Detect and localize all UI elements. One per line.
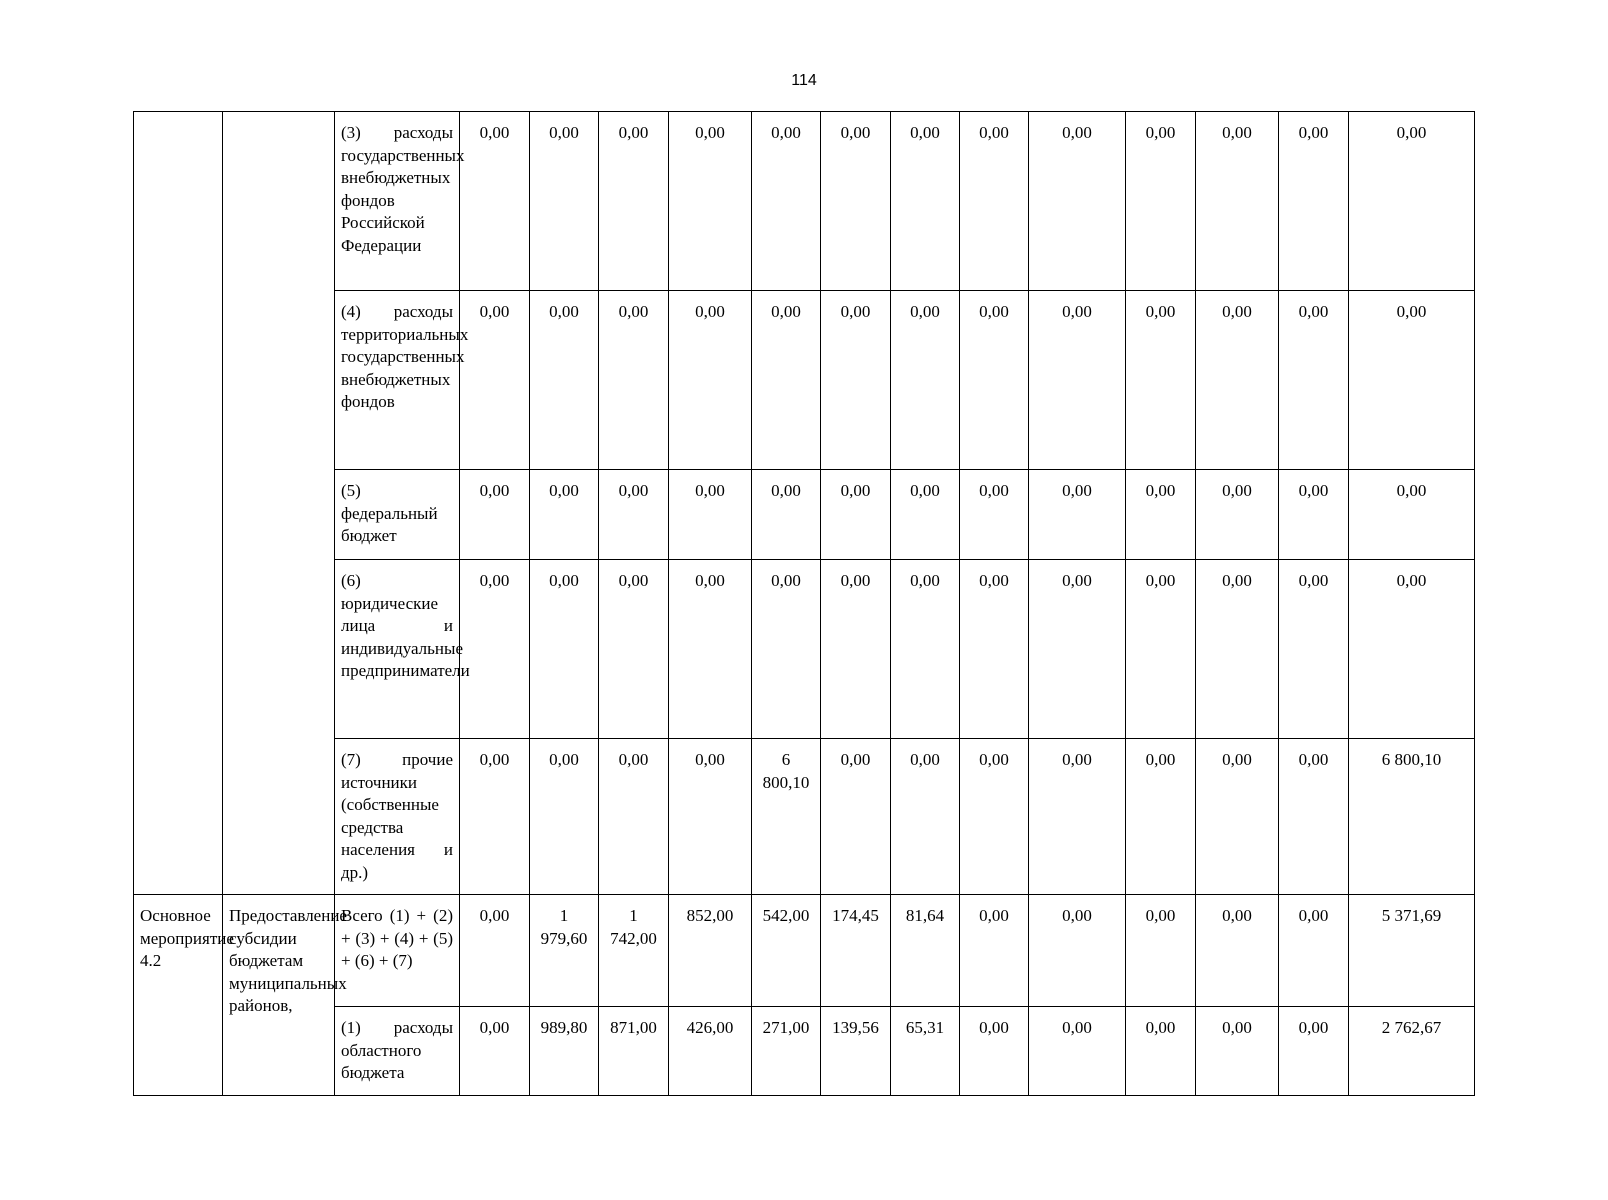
value-cell: 0,00 [960,560,1029,739]
value-cell: 0,00 [1196,470,1279,560]
value-cell: 0,00 [752,112,821,291]
value-cell: 0,00 [1349,470,1475,560]
value-cell: 174,45 [821,895,891,1007]
value-cell: 0,00 [669,470,752,560]
value-cell: 0,00 [1349,560,1475,739]
value-cell: 0,00 [530,112,599,291]
funding-source-cell: (1) расходы областного бюджета [335,1007,460,1096]
value-cell: 0,00 [1196,739,1279,895]
value-cell: 0,00 [1126,1007,1196,1096]
value-cell: 0,00 [752,470,821,560]
value-cell: 0,00 [460,739,530,895]
value-cell: 0,00 [1349,112,1475,291]
value-cell: 0,00 [669,291,752,470]
value-cell: 2 762,67 [1349,1007,1475,1096]
value-cell: 0,00 [960,895,1029,1007]
value-cell: 0,00 [960,291,1029,470]
value-cell: 0,00 [1279,112,1349,291]
value-cell: 0,00 [960,739,1029,895]
value-cell: 271,00 [752,1007,821,1096]
value-cell: 0,00 [1196,1007,1279,1096]
value-cell: 0,00 [460,1007,530,1096]
value-cell: 6 800,10 [1349,739,1475,895]
value-cell: 0,00 [960,470,1029,560]
value-cell: 1 979,60 [530,895,599,1007]
value-cell: 0,00 [1126,560,1196,739]
value-cell: 989,80 [530,1007,599,1096]
value-cell: 0,00 [599,291,669,470]
value-cell: 0,00 [669,739,752,895]
measure-number-cell: Основное мероприятие 4.2 [134,895,223,1096]
value-cell: 0,00 [1196,112,1279,291]
measure-number-cell-empty [134,112,223,895]
table-body [134,112,1475,1096]
value-cell: 0,00 [1029,112,1126,291]
measure-name-cell: Предоставление субсидии бюджетам муниципальных районов, [223,895,335,1096]
value-cell: 0,00 [891,739,960,895]
funding-source-cell: (3) расходы государственных внебюджетных фондов Российской Федерации [335,112,460,291]
value-cell: 81,64 [891,895,960,1007]
value-cell: 426,00 [669,1007,752,1096]
value-cell: 0,00 [1029,1007,1126,1096]
value-cell: 0,00 [530,291,599,470]
table-row [134,470,1475,560]
value-cell: 0,00 [1279,560,1349,739]
value-cell: 0,00 [1126,739,1196,895]
value-cell: 0,00 [1196,560,1279,739]
value-cell: 65,31 [891,1007,960,1096]
value-cell: 0,00 [821,739,891,895]
table-row [134,291,1475,470]
value-cell: 0,00 [669,112,752,291]
value-cell: 0,00 [530,560,599,739]
value-cell: 0,00 [1279,1007,1349,1096]
value-cell: 0,00 [460,895,530,1007]
value-cell: 871,00 [599,1007,669,1096]
table-row [134,895,1475,1007]
value-cell: 0,00 [891,560,960,739]
value-cell: 0,00 [891,112,960,291]
value-cell: 1 742,00 [599,895,669,1007]
value-cell: 0,00 [1126,112,1196,291]
value-cell: 0,00 [599,560,669,739]
value-cell: 0,00 [1126,470,1196,560]
value-cell: 0,00 [821,112,891,291]
value-cell: 6 800,10 [752,739,821,895]
funding-source-cell: (7) прочие источники (собственные средства населения и др.) [335,739,460,895]
table-row [134,560,1475,739]
value-cell: 0,00 [599,739,669,895]
value-cell: 0,00 [530,739,599,895]
measure-name-cell-empty [223,112,335,895]
funding-source-cell: (6) юридические лица и индивидуальные предприниматели [335,560,460,739]
value-cell: 0,00 [1196,895,1279,1007]
budget-table [133,111,1475,1096]
funding-source-cell: Всего (1) + (2) + (3) + (4) + (5) + (6) + (7) [335,895,460,1007]
value-cell: 0,00 [891,470,960,560]
page-number: 114 [791,72,817,89]
value-cell: 0,00 [1029,895,1126,1007]
value-cell: 0,00 [530,470,599,560]
value-cell: 5 371,69 [1349,895,1475,1007]
funding-source-cell: (5) федеральный бюджет [335,470,460,560]
value-cell: 0,00 [1279,895,1349,1007]
value-cell: 0,00 [821,560,891,739]
value-cell: 0,00 [460,112,530,291]
value-cell: 0,00 [1279,739,1349,895]
value-cell: 852,00 [669,895,752,1007]
value-cell: 0,00 [1029,560,1126,739]
value-cell: 0,00 [1349,291,1475,470]
value-cell: 0,00 [1196,291,1279,470]
value-cell: 0,00 [460,291,530,470]
value-cell: 0,00 [599,470,669,560]
table-row [134,1007,1475,1096]
value-cell: 0,00 [752,291,821,470]
value-cell: 139,56 [821,1007,891,1096]
value-cell: 542,00 [752,895,821,1007]
value-cell: 0,00 [1126,895,1196,1007]
table-row [134,112,1475,291]
value-cell: 0,00 [960,1007,1029,1096]
value-cell: 0,00 [460,560,530,739]
value-cell: 0,00 [752,560,821,739]
value-cell: 0,00 [960,112,1029,291]
value-cell: 0,00 [891,291,960,470]
value-cell: 0,00 [1029,291,1126,470]
value-cell: 0,00 [1029,470,1126,560]
table-row [134,739,1475,895]
value-cell: 0,00 [821,291,891,470]
value-cell: 0,00 [460,470,530,560]
value-cell: 0,00 [1126,291,1196,470]
value-cell: 0,00 [821,470,891,560]
value-cell: 0,00 [1279,470,1349,560]
funding-source-cell: (4) расходы территориальных государственных внебюджетных фондов [335,291,460,470]
value-cell: 0,00 [599,112,669,291]
value-cell: 0,00 [669,560,752,739]
value-cell: 0,00 [1029,739,1126,895]
value-cell: 0,00 [1279,291,1349,470]
